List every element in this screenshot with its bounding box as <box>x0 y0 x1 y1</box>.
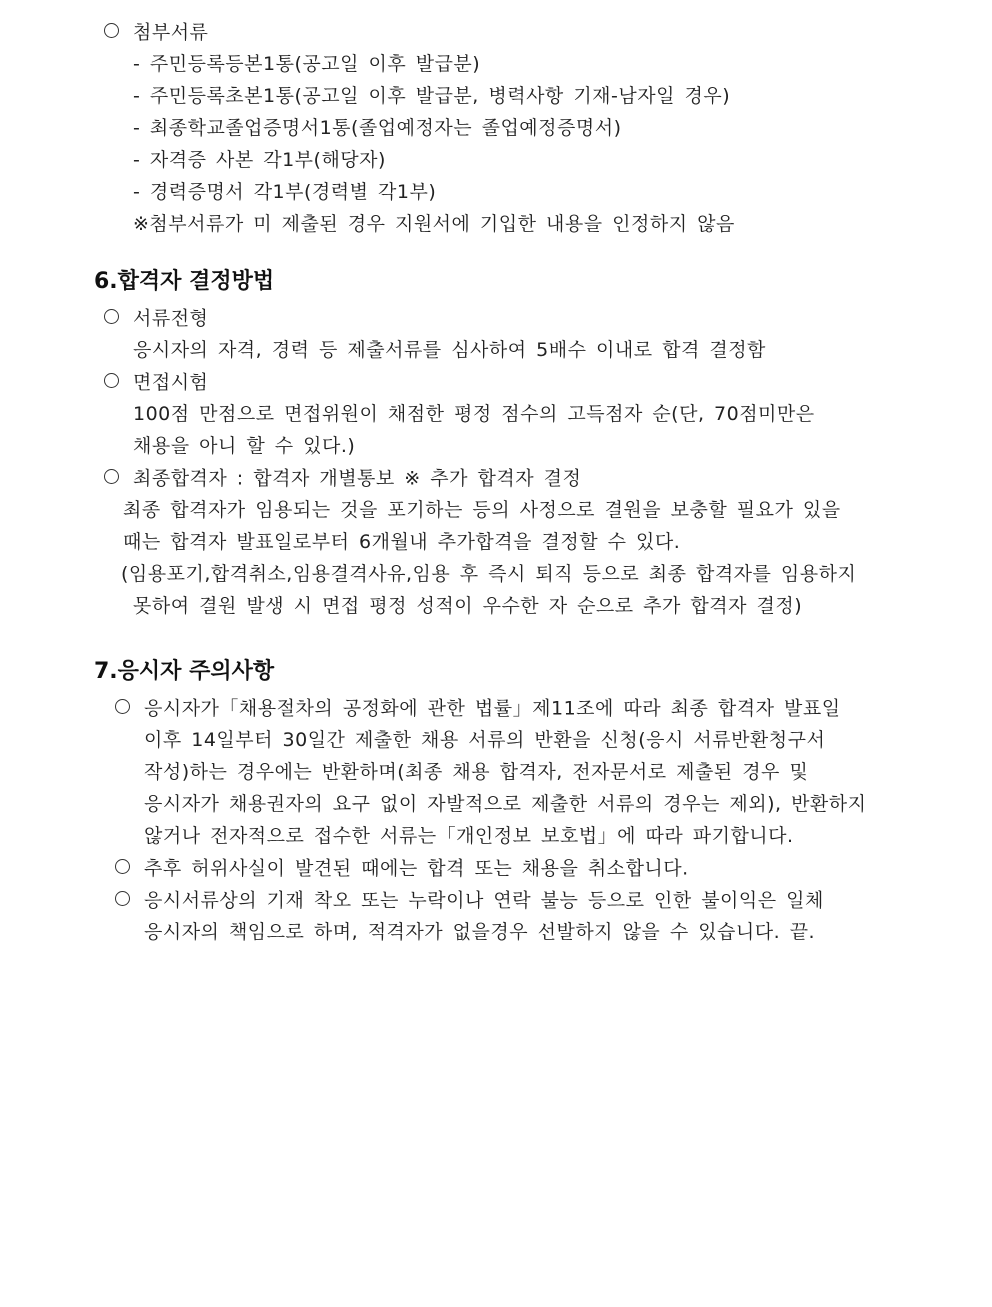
attach-item: - 자격증 사본 각1부(해당자) <box>133 149 386 171</box>
attach-note: ※첨부서류가 미 제출된 경우 지원서에 기입한 내용을 인정하지 않음 <box>133 213 735 235</box>
notice-item-2: 추후 허위사실이 발견된 때에는 합격 또는 채용을 취소합니다. <box>144 857 689 880</box>
circle-bullet-icon <box>104 373 119 388</box>
notice-item-1-line: 않거나 전자적으로 접수한 서류는「개인정보 보호법」에 따라 파기합니다. <box>144 825 794 847</box>
final-pass-text: 때는 합격자 발표일로부터 6개월내 추가합격을 결정할 수 있다. <box>123 531 681 553</box>
final-pass-text: 최종 합격자가 임용되는 것을 포기하는 등의 사정으로 결원을 보충할 필요가 있을 <box>123 499 841 521</box>
interview-text: 100점 만점으로 면접위원이 채점한 평정 점수의 고득점자 순(단, 70점미만은 <box>133 403 815 425</box>
notice-item-3-row <box>115 888 824 913</box>
notice-item-1-line: 작성)하는 경우에는 반환하며(최종 채용 합격자, 전자문서로 제출된 경우 및 <box>144 761 809 783</box>
interview-row <box>104 370 208 395</box>
attach-item: - 주민등록초본1통(공고일 이후 발급분, 병력사항 기재-남자일 경우) <box>133 85 731 107</box>
circle-bullet-icon <box>104 23 119 38</box>
circle-bullet-icon <box>104 309 119 324</box>
notice-item-1-row <box>115 696 841 721</box>
notice-item-2-row <box>115 856 689 881</box>
notice-item-1-line: 이후 14일부터 30일간 제출한 채용 서류의 반환을 신청(응시 서류반환청구서 <box>144 729 826 751</box>
attach-title: 첨부서류 <box>133 21 209 44</box>
section7-heading: 7.응시자 주의사항 <box>94 659 275 684</box>
doc-review-row <box>104 306 208 331</box>
circle-bullet-icon <box>104 469 119 484</box>
attach-item: - 주민등록등본1통(공고일 이후 발급분) <box>133 53 481 75</box>
doc-review-text: 응시자의 자격, 경력 등 제출서류를 심사하여 5배수 이내로 합격 결정함 <box>133 339 766 361</box>
notice-item-1-line: 응시자가「채용절차의 공정화에 관한 법률」제11조에 따라 최종 합격자 발표일 <box>144 697 841 720</box>
notice-item-3-line: 응시자의 책임으로 하며, 적격자가 없을경우 선발하지 않을 수 있습니다. 끝. <box>144 921 816 943</box>
circle-bullet-icon <box>115 891 130 906</box>
section6-heading: 6.합격자 결정방법 <box>94 269 275 294</box>
attach-title-row <box>104 20 208 45</box>
final-pass-text: (임용포기,합격취소,임용결격사유,임용 후 즉시 퇴직 등으로 최종 합격자를 임용하지 <box>121 563 857 585</box>
final-pass-row <box>104 466 581 491</box>
notice-item-1-line: 응시자가 채용권자의 요구 없이 자발적으로 제출한 서류의 경우는 제외), 반환하지 <box>144 793 867 815</box>
final-pass-title: 최종합격자 : 합격자 개별통보 ※ 추가 합격자 결정 <box>133 467 582 490</box>
interview-text: 채용을 아니 할 수 있다.) <box>133 435 356 457</box>
attach-item: - 경력증명서 각1부(경력별 각1부) <box>133 181 437 203</box>
interview-title: 면접시험 <box>133 371 209 394</box>
final-pass-text: 못하여 결원 발생 시 면접 평정 성적이 우수한 자 순으로 추가 합격자 결정) <box>133 595 803 617</box>
circle-bullet-icon <box>115 859 130 874</box>
doc-review-title: 서류전형 <box>133 307 209 330</box>
circle-bullet-icon <box>115 699 130 714</box>
attach-item: - 최종학교졸업증명서1통(졸업예정자는 졸업예정증명서) <box>133 117 622 139</box>
notice-item-3-line: 응시서류상의 기재 착오 또는 누락이나 연락 불능 등으로 인한 불이익은 일체 <box>144 889 824 912</box>
